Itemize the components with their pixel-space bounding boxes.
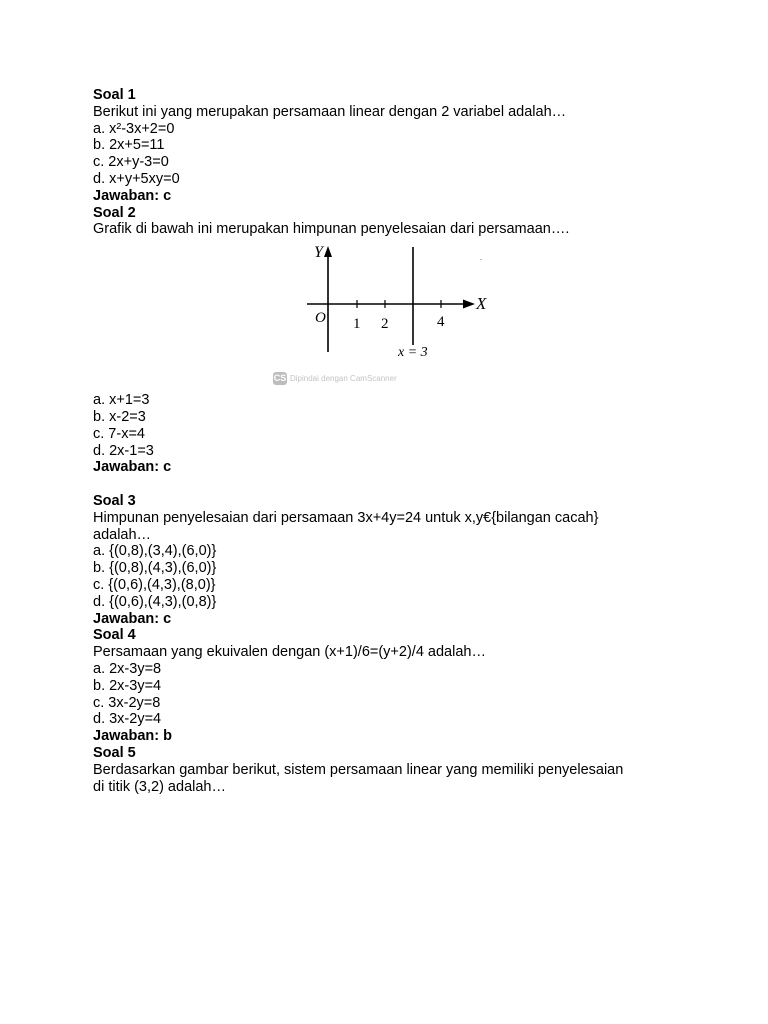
soal4-question: Persamaan yang ekuivalen dengan (x+1)/6=(y+2)/4 adalah… — [93, 644, 486, 661]
soal1-question: Berikut ini yang merupakan persamaan linear dengan 2 variabel adalah… — [93, 103, 567, 120]
camscanner-logo-icon: CS — [273, 373, 287, 384]
soal2-option-c: c. 7-x=4 — [93, 425, 145, 442]
tick-label-1: 1 — [353, 316, 361, 333]
soal3-answer: Jawaban: c — [93, 610, 172, 627]
document-page — [93, 87, 693, 795]
soal1-title: Soal 1 — [93, 87, 136, 103]
scan-speck — [480, 259, 482, 260]
spacer — [93, 476, 693, 493]
soal2-option-b: b. x-2=3 — [93, 408, 146, 425]
x-axis-label: X — [476, 294, 487, 314]
soal3-question-line1: Himpunan penyelesaian dari persamaan 3x+4y=24 untuk x,y€{bilangan cacah} — [93, 509, 599, 526]
camscanner-watermark — [273, 372, 397, 385]
tick-label-2: 2 — [381, 316, 389, 333]
soal4-answer: Jawaban: b — [93, 728, 172, 745]
soal2-answer: Jawaban: c — [93, 459, 172, 476]
soal2-graph-figure — [93, 242, 693, 392]
soal2-title: Soal 2 — [93, 204, 136, 221]
y-axis-label: Y — [314, 244, 323, 262]
soal4-option-a: a. 2x-3y=8 — [93, 660, 162, 677]
x-axis-arrow — [463, 300, 475, 309]
soal3-option-a: a. {(0,8),(3,4),(6,0)} — [93, 543, 217, 560]
soal2-option-a: a. x+1=3 — [93, 392, 150, 409]
line-label-x-equals-3: x = 3 — [398, 345, 428, 361]
soal3-title: Soal 3 — [93, 492, 136, 509]
y-axis-arrow — [324, 246, 332, 257]
soal4-option-b: b. 2x-3y=4 — [93, 677, 162, 694]
soal1-answer: Jawaban: c — [93, 187, 172, 204]
soal4-title: Soal 4 — [93, 627, 136, 644]
soal2-question: Grafik di bawah ini merupakan himpunan penyelesaian dari persamaan…. — [93, 221, 570, 238]
soal4-option-c: c. 3x-2y=8 — [93, 694, 161, 711]
tick-label-4: 4 — [437, 314, 445, 331]
soal1-option-c: c. 2x+y-3=0 — [93, 154, 169, 171]
camscanner-text: Dipindai dengan CamScanner — [290, 374, 397, 384]
soal3-option-d: d. {(0,6),(4,3),(0,8)} — [93, 593, 217, 610]
soal3-question-line2: adalah… — [93, 526, 152, 543]
graph-svg — [93, 242, 693, 392]
soal5-question-line1: Berdasarkan gambar berikut, sistem persamaan linear yang memiliki penyelesaian — [93, 761, 624, 778]
soal5-question-line2: di titik (3,2) adalah… — [93, 778, 226, 795]
soal1-option-b: b. 2x+5=11 — [93, 137, 165, 154]
soal4-option-d: d. 3x-2y=4 — [93, 711, 162, 728]
soal3-option-b: b. {(0,8),(4,3),(6,0)} — [93, 560, 217, 577]
soal2-option-d: d. 2x-1=3 — [93, 442, 154, 459]
soal1-option-d: d. x+y+5xy=0 — [93, 170, 180, 187]
origin-label: O — [315, 310, 326, 327]
soal5-title: Soal 5 — [93, 744, 136, 761]
soal1-option-a: a. x²-3x+2=0 — [93, 120, 175, 137]
soal3-option-c: c. {(0,6),(4,3),(8,0)} — [93, 576, 216, 593]
